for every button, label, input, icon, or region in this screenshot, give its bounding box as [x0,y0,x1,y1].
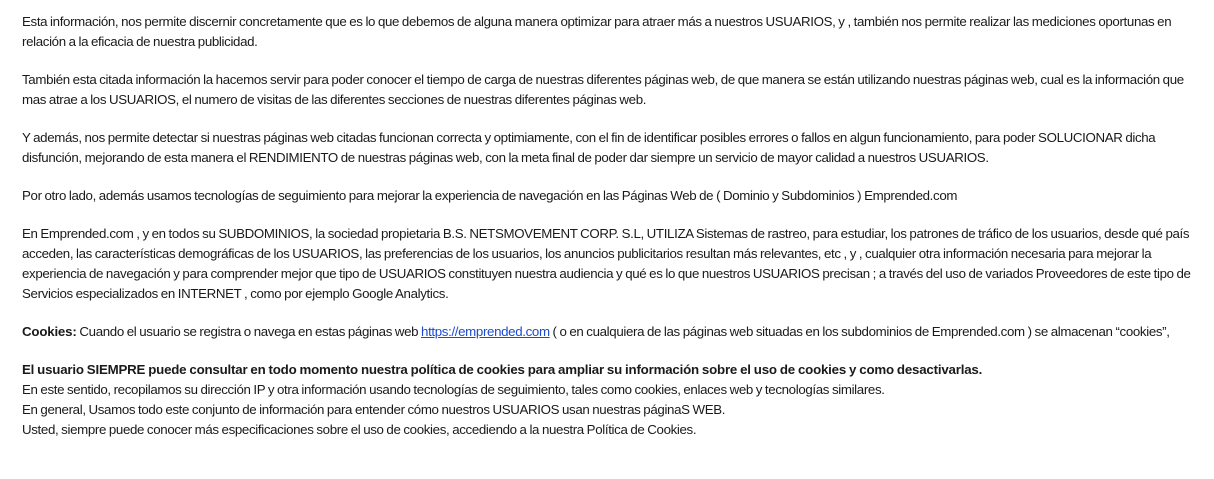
paragraph-politica-cookies [22,360,1192,440]
paragraph-tecnologias-seguimiento: Por otro lado, además usamos tecnologías de seguimiento para mejorar la experiencia de navegación en las Páginas Web de ( Dominio y Subdominios ) Emprended.com [22,188,958,203]
cookies-text-before: Cuando el usuario se registra o navega en estas páginas web [76,324,422,339]
document-body [22,12,1192,440]
politica-line-1: En este sentido, recopilamos su dirección IP y otra información usando tecnologías de seguimiento, tales como cookies, enlaces web y tecnologías similares. [22,382,885,397]
paragraph-cookies [22,322,1192,342]
politica-line-3: Usted, siempre puede conocer más especificaciones sobre el uso de cookies, accediendo a la nuestra Política de Cookies. [22,422,697,437]
paragraph-info-optimizar: Esta información, nos permite discernir concretamente que es lo que debemos de alguna manera optimizar para atraer más a nuestros USUARIOS, y , también nos permite realizar las mediciones oportunas en relación a la eficacia de nuestra publicidad. [22,14,1172,49]
paragraph-rendimiento: Y además, nos permite detectar si nuestras páginas web citadas funcionan correcta y optimiamente, con el fin de identificar posibles errores o fallos en algun funcionamiento, para poder SOLUCIONAR dicha disfunción, mejorando de esta manera el RENDIMIENTO de nuestras páginas web, con la meta final de poder dar siempre un servicio de mayor calidad a nuestros USUARIOS. [22,130,1156,165]
cookies-label: Cookies: [22,324,77,339]
politica-line-2: En general, Usamos todo este conjunto de información para entender cómo nuestros USUARIOS usan nuestras páginaS WEB. [22,402,726,417]
cookies-text-after: ( o en cualquiera de las páginas web situadas en los subdominios de Emprended.com ) se almacenan “cookies”, [549,324,1170,339]
paragraph-sistemas-rastreo: En Emprended.com , y en todos su SUBDOMINIOS, la sociedad propietaria B.S. NETSMOVEMENT CORP. S.L, UTILIZA Sistemas de rastreo, para estudiar, los patrones de tráfico de los usuarios, desde qué país acceden, las características demográficas de los USUARIOS, las preferencias de los usuarios, los anuncios publicitarios resultan más relevantes, etc , y , cualquier otra información necesaria para mejorar la experiencia de navegación y para comprender mejor que tipo de USUARIOS constituyen nuestra audiencia y qué es lo que nuestros USUARIOS precisan ; a través del uso de variados Proveedores de este tipo de Servicios especializados en INTERNET , como por ejemplo Google Analytics. [22,226,1191,301]
politica-cookies-heading: El usuario SIEMPRE puede consultar en todo momento nuestra política de cookies para ampliar su información sobre el uso de cookies y como desactivarlas. [22,362,983,377]
paragraph-tiempo-carga: También esta citada información la hacemos servir para poder conocer el tiempo de carga de nuestras diferentes páginas web, de que manera se están utilizando nuestras páginas web, cual es la información que mas atrae a los USUARIOS, el numero de visitas de las diferentes secciones de nuestras diferentes páginas web. [22,72,1184,107]
emprended-link[interactable]: https://emprended.com [421,324,550,339]
